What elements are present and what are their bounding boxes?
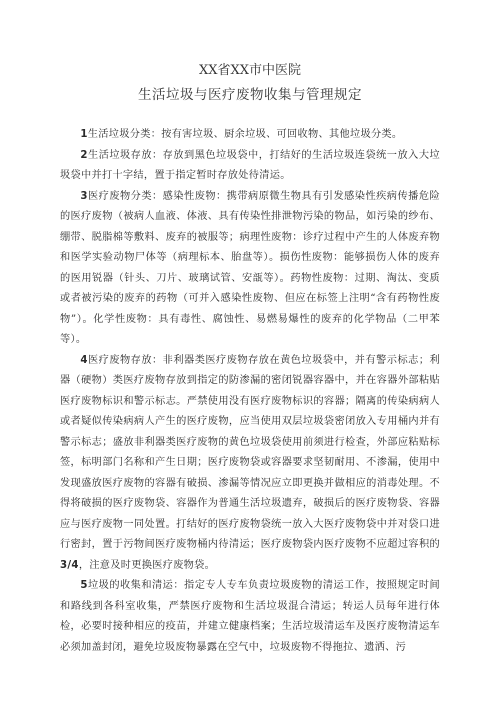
paragraph-text: 医疗废物存放：非利器类医疗废物存放在黄色垃圾袋中，并有警示标志；利器（硬物）类医疗废物存放到指定的防渗漏的密闭锐器容器中，并在容器外部粘贴医疗废物标识和警示标志。严禁使用没有医疗废物标识的容器；隔离的传染病病人或者疑似传染病病人产生的医疗废物，应当使用双层垃圾袋密闭放入专用桶内并有警示标志；盛放非利器类医疗废物的黄色垃圾袋使用前须进行检查，外部应粘贴标签，标明部门名称和产生日期；医疗废物袋或容器要求坚韧耐用、不渗漏，使用中发现盛放医疗废物的容器有破损、渗漏等情况应立即更换并做相应的消毒处理。不得将破损的医疗废物袋、容器作为普通生活垃圾遗弃，破损后的医疗废物袋、容器应与医疗废物一同处置。打结好的医疗废物袋统一放入大医疗废物袋中并对袋口进行密封，置于污物间医疗废物桶内待清运；医疗废物袋内医疗废物不应超过容积的 <box>60 354 440 550</box>
paragraph-text: 生活垃圾存放：存放到黑色垃圾袋中，打结好的生活垃圾连袋统一放入大垃圾袋中并打十字结，置于指定暂时存放处待清运。 <box>60 149 440 181</box>
paragraph-fraction: 3/4 <box>60 559 79 571</box>
paragraph-text: 生活垃圾分类：按有害垃圾、厨余垃圾、可回收物、其他垃圾分类。 <box>87 129 403 140</box>
paragraph-5 <box>60 576 440 658</box>
paragraph-1 <box>60 125 440 146</box>
paragraph-text: 垃圾的收集和清运：指定专人专车负责垃圾废物的清运工作，按照规定时间和路线到各科室收集，严禁医疗废物和生活垃圾混合清运；转运人员每年进行体检，必要时接种相应的疫苗，并建立健康档案；生活垃圾清运车及医疗废物清运车必须加盖封闭，避免垃圾废物暴露在空气中，垃圾废物不得拖拉、遗洒、污 <box>60 580 440 653</box>
organization-name: XX省XX市中医院 <box>198 63 302 78</box>
paragraph-4 <box>60 351 440 577</box>
paragraph-text: 医疗废物分类：感染性废物：携带病原微生物具有引发感染性疾病传播危险的医疗废物（被病人血液、体液、具有传染性排泄物污染的物品，如污染的纱布、绷带、脱脂棉等敷料、废弃的被服等；病理性废物：诊疗过程中产生的人体废弃物和医学实验动物尸体等（病理标本、胎盘等）。损伤性废物：能够损伤人体的废弃的医用锐器（针头、刀片、玻璃试管、安瓿等）。药物性废物：过期、淘汰、变质或者被污染的废弃的药物（可并入感染性废物、但应在标签上注明“含有药物性废物”）。化学性废物：具有毒性、腐蚀性、易燃易爆性的废弃的化学物品（二甲苯等）。 <box>60 190 440 345</box>
paragraph-number: 2 <box>80 149 88 161</box>
paragraph-text-end: ，注意及时更换医疗废物袋。 <box>78 559 216 571</box>
paragraph-3 <box>60 187 440 351</box>
paragraph-2 <box>60 146 440 187</box>
paragraph-number: 3 <box>80 190 88 202</box>
paragraph-number: 5 <box>80 580 88 591</box>
document-title: 生活垃圾与医疗废物收集与管理规定 <box>138 87 362 103</box>
paragraph-number: 1 <box>80 129 88 140</box>
paragraph-number: 4 <box>80 354 88 366</box>
